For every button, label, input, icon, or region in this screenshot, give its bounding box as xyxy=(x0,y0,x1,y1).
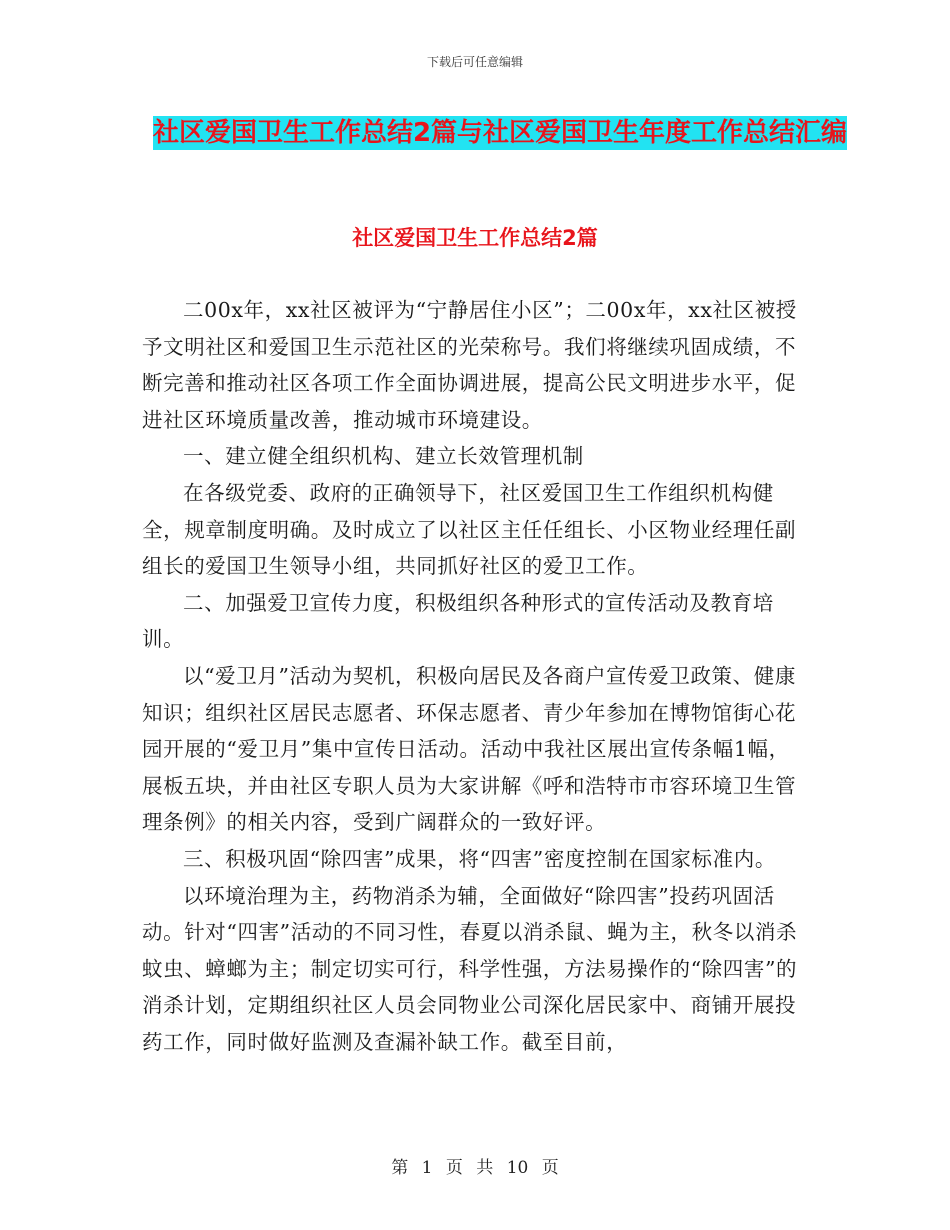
body-paragraph: 以环境治理为主，药物消杀为辅，全面做好“除四害”投药巩固活动。针对“四害”活动的不同习性，春夏以消杀鼠、蝇为主，秋冬以消杀蚊虫、蟑螂为主；制定切实可行，科学性强，方法易操作的“除四害”的消杀计划，定期组织社区人员会同物业公司深化居民家中、商铺开展投药工作，同时做好监测及查漏补缺工作。截至目前， xyxy=(142,883,798,1054)
body-paragraph: 二00x年，xx社区被评为“宁静居住小区”；二00x年，xx社区被授予文明社区和爱国卫生示范社区的光荣称号。我们将继续巩固成绩，不断完善和推动社区各项工作全面协调进展，提高公民文明进步水平，促进社区环境质量改善，推动城市环境建设。 xyxy=(142,298,797,432)
document-title xyxy=(150,112,850,154)
body-paragraph: 以“爱卫月”活动为契机，积极向居民及各商户宣传爱卫政策、健康知识；组织社区居民志愿者、环保志愿者、青少年参加在博物馆街心花园开展的“爱卫月”集中宣传日活动。活动中我社区展出宣传条幅1幅，展板五块，并由社区专职人员为大家讲解《呼和浩特市市容环境卫生管理条例》的相关内容，受到广阔群众的一致好评。 xyxy=(142,663,797,835)
current-page-number: 1 xyxy=(421,1158,433,1178)
footer-page-word: 页 xyxy=(445,1158,463,1178)
footer-suffix: 页 xyxy=(541,1158,559,1178)
body-heading: 一、建立健全组织机构、建立长效管理机制 xyxy=(183,444,584,469)
footer-prefix: 第 xyxy=(391,1158,409,1178)
footer-total-word: 共 xyxy=(476,1158,494,1178)
body-heading: 三、积极巩固“除四害”成果，将“四害”密度控制在国家标准内。 xyxy=(183,846,776,871)
body-heading: 二、加强爱卫宣传力度，积极组织各种形式的宣传活动及教育培训。 xyxy=(142,590,774,652)
page-footer xyxy=(0,1153,950,1178)
document-body xyxy=(142,292,804,1060)
total-page-number: 10 xyxy=(506,1158,529,1178)
header-note: 下载后可任意编辑 xyxy=(426,55,523,69)
document-title-text: 社区爱国卫生工作总结2篇与社区爱国卫生年度工作总结汇编 xyxy=(152,118,848,148)
section-title: 社区爱国卫生工作总结2篇 xyxy=(352,226,598,250)
body-paragraph: 在各级党委、政府的正确领导下，社区爱国卫生工作组织机构健全，规章制度明确。及时成立了以社区主任任组长、小区物业经理任副组长的爱国卫生领导小组，共同抓好社区的爱卫工作。 xyxy=(142,480,797,579)
